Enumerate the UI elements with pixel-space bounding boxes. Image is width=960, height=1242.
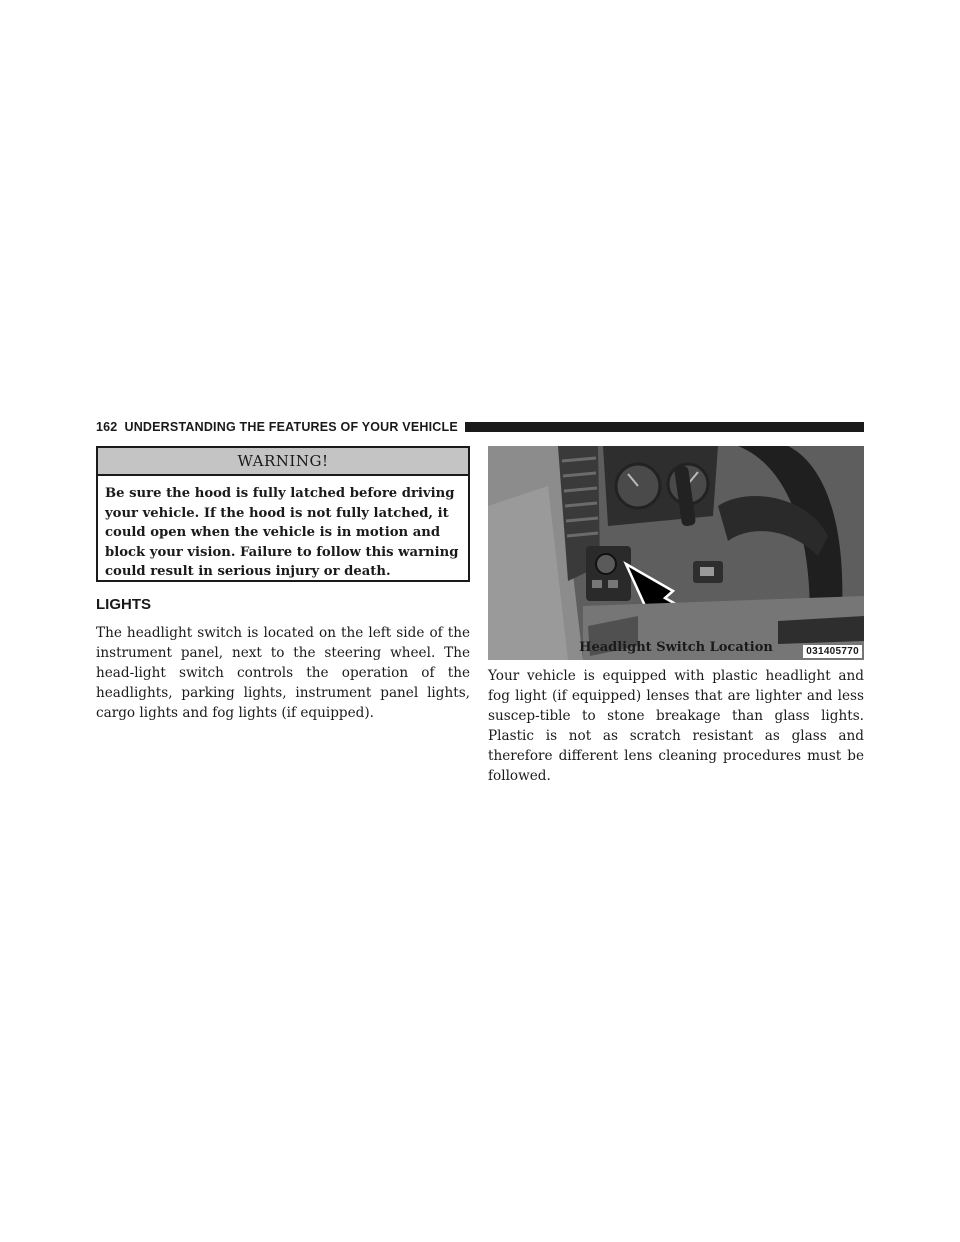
headlight-switch-photo <box>488 446 864 660</box>
section-title: UNDERSTANDING THE FEATURES OF YOUR VEHICLE <box>124 420 458 434</box>
lights-paragraph: The headlight switch is located on the left side of the instrument panel, next to the steering wheel. The head-light switch controls the operation of the headlights, parking lights, instrument panel lights, cargo lights and fog lights (if equipped). <box>96 625 470 721</box>
figure-caption: Headlight Switch Location <box>579 640 773 655</box>
header-rule <box>465 422 864 432</box>
lights-heading: LIGHTS <box>96 596 151 613</box>
page-number: 162 <box>96 420 118 434</box>
warning-title: WARNING! <box>98 448 468 476</box>
lens-paragraph: Your vehicle is equipped with plastic headlight and fog light (if equipped) lenses that are lighter and less suscep-tible to stone breakage than glass lights. Plastic is not as scratch resistant as glass and therefore different lens cleaning procedures must be followed. <box>488 668 864 784</box>
image-code: 031405770 <box>803 645 862 658</box>
dashboard-illustration <box>488 446 864 660</box>
page-header <box>96 418 864 436</box>
warning-text: Be sure the hood is fully latched before driving your vehicle. If the hood is not fully latched, it could open when the vehicle is in motion and block your vision. Failure to follow this warning could result in serious injury or death. <box>105 486 459 579</box>
warning-box <box>96 446 470 582</box>
